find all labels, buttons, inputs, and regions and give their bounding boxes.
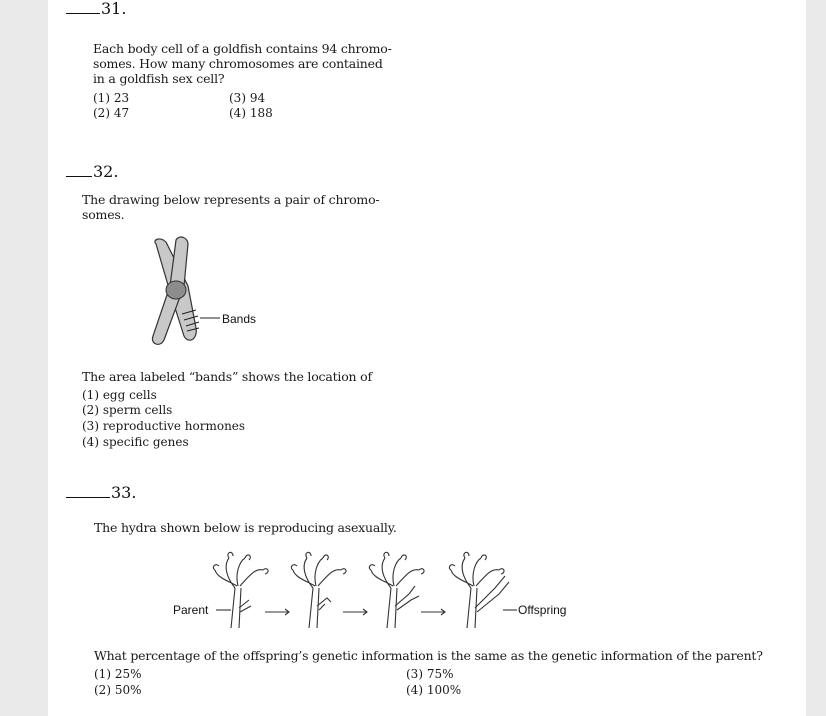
chromosome-pair-figure (140, 236, 280, 356)
question-31-stem-line-1: Each body cell of a goldfish contains 94 chromo- (93, 41, 392, 56)
hydra-stage-2 (291, 552, 346, 628)
question-32-choice-3[interactable]: (3) reproductive hormones (82, 419, 246, 433)
question-33-prompt: What percentage of the offspring’s genetic information is the same as the genetic information of the parent? (94, 648, 763, 663)
answer-blank[interactable] (66, 483, 110, 498)
answer-blank[interactable] (66, 162, 92, 177)
question-32-stem-line-2: somes. (82, 207, 125, 222)
answer-blank[interactable] (66, 0, 100, 14)
bands-label: Bands (222, 312, 257, 326)
hydra-parent (213, 552, 268, 628)
question-32-choice-4[interactable]: (4) specific genes (82, 435, 189, 449)
centromere (166, 281, 186, 299)
question-32-choice-1[interactable]: (1) egg cells (82, 388, 157, 402)
question-31-choice-2[interactable]: (2) 47 (93, 106, 130, 120)
hydra-stage-3 (369, 552, 424, 628)
parent-label: Parent (173, 603, 209, 617)
question-31-stem-line-2: somes. How many chromosomes are contained (93, 56, 383, 71)
question-33-choice-2[interactable]: (2) 50% (94, 683, 142, 697)
question-31-choice-1[interactable]: (1) 23 (93, 91, 130, 105)
offspring-label: Offspring (518, 603, 567, 617)
question-33-choice-1[interactable]: (1) 25% (94, 667, 142, 681)
question-32-stem-line-1: The drawing below represents a pair of chromo- (82, 192, 380, 207)
question-33-choice-3[interactable]: (3) 75% (406, 667, 454, 681)
hydra-budding-figure (205, 548, 535, 633)
question-31-choice-3[interactable]: (3) 94 (229, 91, 266, 105)
question-33-choice-4[interactable]: (4) 100% (406, 683, 462, 697)
question-33-stem: The hydra shown below is reproducing asexually. (94, 520, 397, 535)
question-31-stem-line-3: in a goldfish sex cell? (93, 71, 225, 86)
question-33-number: 33. (66, 483, 136, 502)
question-31-number: 31. (66, 0, 126, 18)
question-31-choice-4[interactable]: (4) 188 (229, 106, 273, 120)
process-arrows (265, 609, 445, 615)
question-32-choice-2[interactable]: (2) sperm cells (82, 403, 173, 417)
question-32-number: 32. (66, 162, 118, 181)
hydra-stage-4 (449, 552, 509, 628)
question-32-prompt: The area labeled “bands” shows the location of (82, 369, 372, 384)
